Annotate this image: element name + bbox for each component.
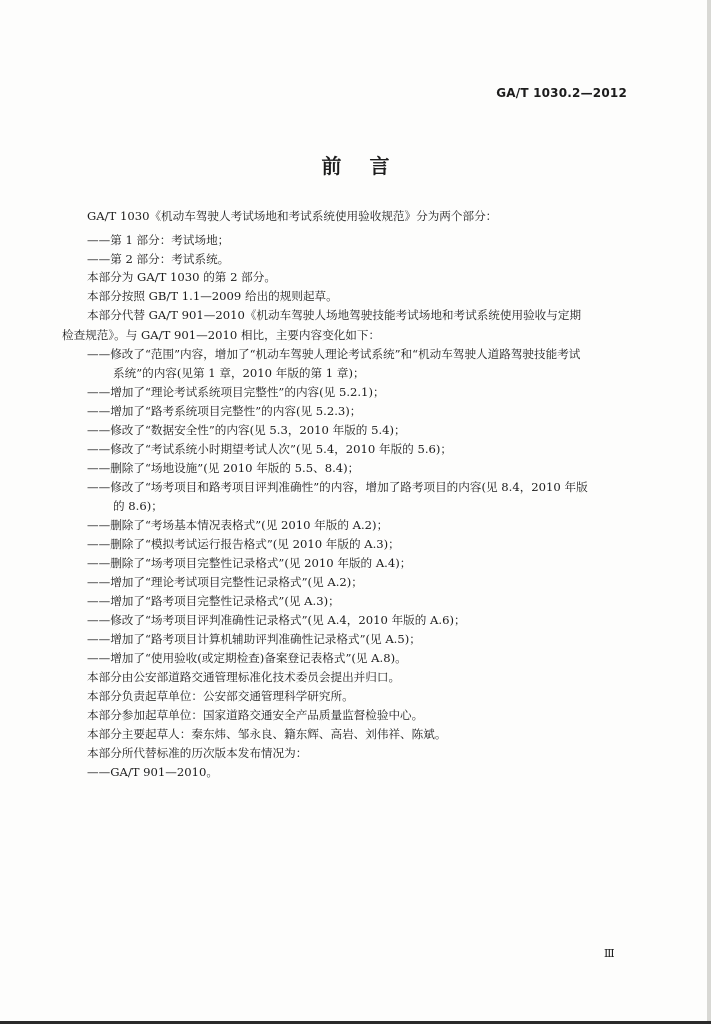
body-line: ——删除了“场地设施”(见 2010 年版的 5.5、8.4)； — [87, 461, 360, 475]
body-line: 的 8.6)； — [113, 499, 163, 513]
body-line: ——增加了“路考项目计算机辅助评判准确性记录格式”(见 A.5)； — [87, 632, 421, 646]
body-line: 本部分所代替标准的历次版本发布情况为： — [87, 746, 308, 760]
page-title: 前言 — [321, 154, 418, 178]
body-line: ——增加了“路考项目完整性记录格式”(见 A.3)； — [87, 594, 340, 608]
page-number: Ⅲ — [604, 947, 615, 960]
body-line: 检查规范》。与 GA/T 901—2010 相比，主要内容变化如下： — [62, 328, 381, 342]
body-line: GA/T 1030《机动车驾驶人考试场地和考试系统使用验收规范》分为两个部分： — [87, 209, 498, 223]
body-line: ——第 1 部分：考试场地； — [87, 233, 230, 247]
body-line: ——第 2 部分：考试系统。 — [87, 252, 230, 266]
body-line: ——增加了“理论考试系统项目完整性”的内容(见 5.2.1)； — [87, 385, 385, 399]
body-line: ——删除了“场考项目完整性记录格式”(见 2010 年版的 A.4)； — [87, 556, 412, 570]
body-line: 本部分由公安部道路交通管理标准化技术委员会提出并归口。 — [87, 670, 401, 684]
body-line: 系统”的内容(见第 1 章，2010 年版的第 1 章)； — [113, 366, 365, 380]
body-line: ——修改了“数据安全性”的内容(见 5.3，2010 年版的 5.4)； — [87, 423, 406, 437]
body-line: 本部分参加起草单位：国家道路交通安全产品质量监督检验中心。 — [87, 708, 424, 722]
body-line: 本部分代替 GA/T 901—2010《机动车驾驶人场地驾驶技能考试场地和考试系统使用验收与定期 — [87, 308, 582, 322]
standard-number: GA/T 1030.2—2012 — [496, 86, 627, 100]
body-line: 本部分负责起草单位：公安部交通管理科学研究所。 — [87, 689, 354, 703]
body-line: ——修改了“场考项目和路考项目评判准确性”的内容，增加了路考项目的内容(见 8.4，2010 年版 — [87, 480, 588, 494]
body-line: ——GA/T 901—2010。 — [87, 765, 218, 779]
body-line: ——修改了“范围”内容，增加了“机动车驾驶人理论考试系统”和“机动车驾驶人道路驾驶技能考试 — [87, 347, 581, 361]
body-line: 本部分为 GA/T 1030 的第 2 部分。 — [87, 270, 276, 284]
body-line: 本部分主要起草人：秦东炜、邹永良、籍东辉、高岩、刘伟祥、陈斌。 — [87, 727, 447, 741]
body-line: ——删除了“模拟考试运行报告格式”(见 2010 年版的 A.3)； — [87, 537, 400, 551]
body-line: 本部分按照 GB/T 1.1—2009 给出的规则起草。 — [87, 289, 338, 303]
body-line: ——增加了“理论考试项目完整性记录格式”(见 A.2)； — [87, 575, 363, 589]
scan-edge — [707, 0, 711, 1024]
body-line: ——增加了“路考系统项目完整性”的内容(见 5.2.3)； — [87, 404, 362, 418]
body-line: ——增加了“使用验收(或定期检查)备案登记表格式”(见 A.8)。 — [87, 651, 407, 665]
body-line: ——修改了“场考项目评判准确性记录格式”(见 A.4，2010 年版的 A.6)； — [87, 613, 466, 627]
body-line: ——删除了“考场基本情况表格式”(见 2010 年版的 A.2)； — [87, 518, 389, 532]
body-line: ——修改了“考试系统小时期望考试人次”(见 5.4，2010 年版的 5.6)； — [87, 442, 452, 456]
